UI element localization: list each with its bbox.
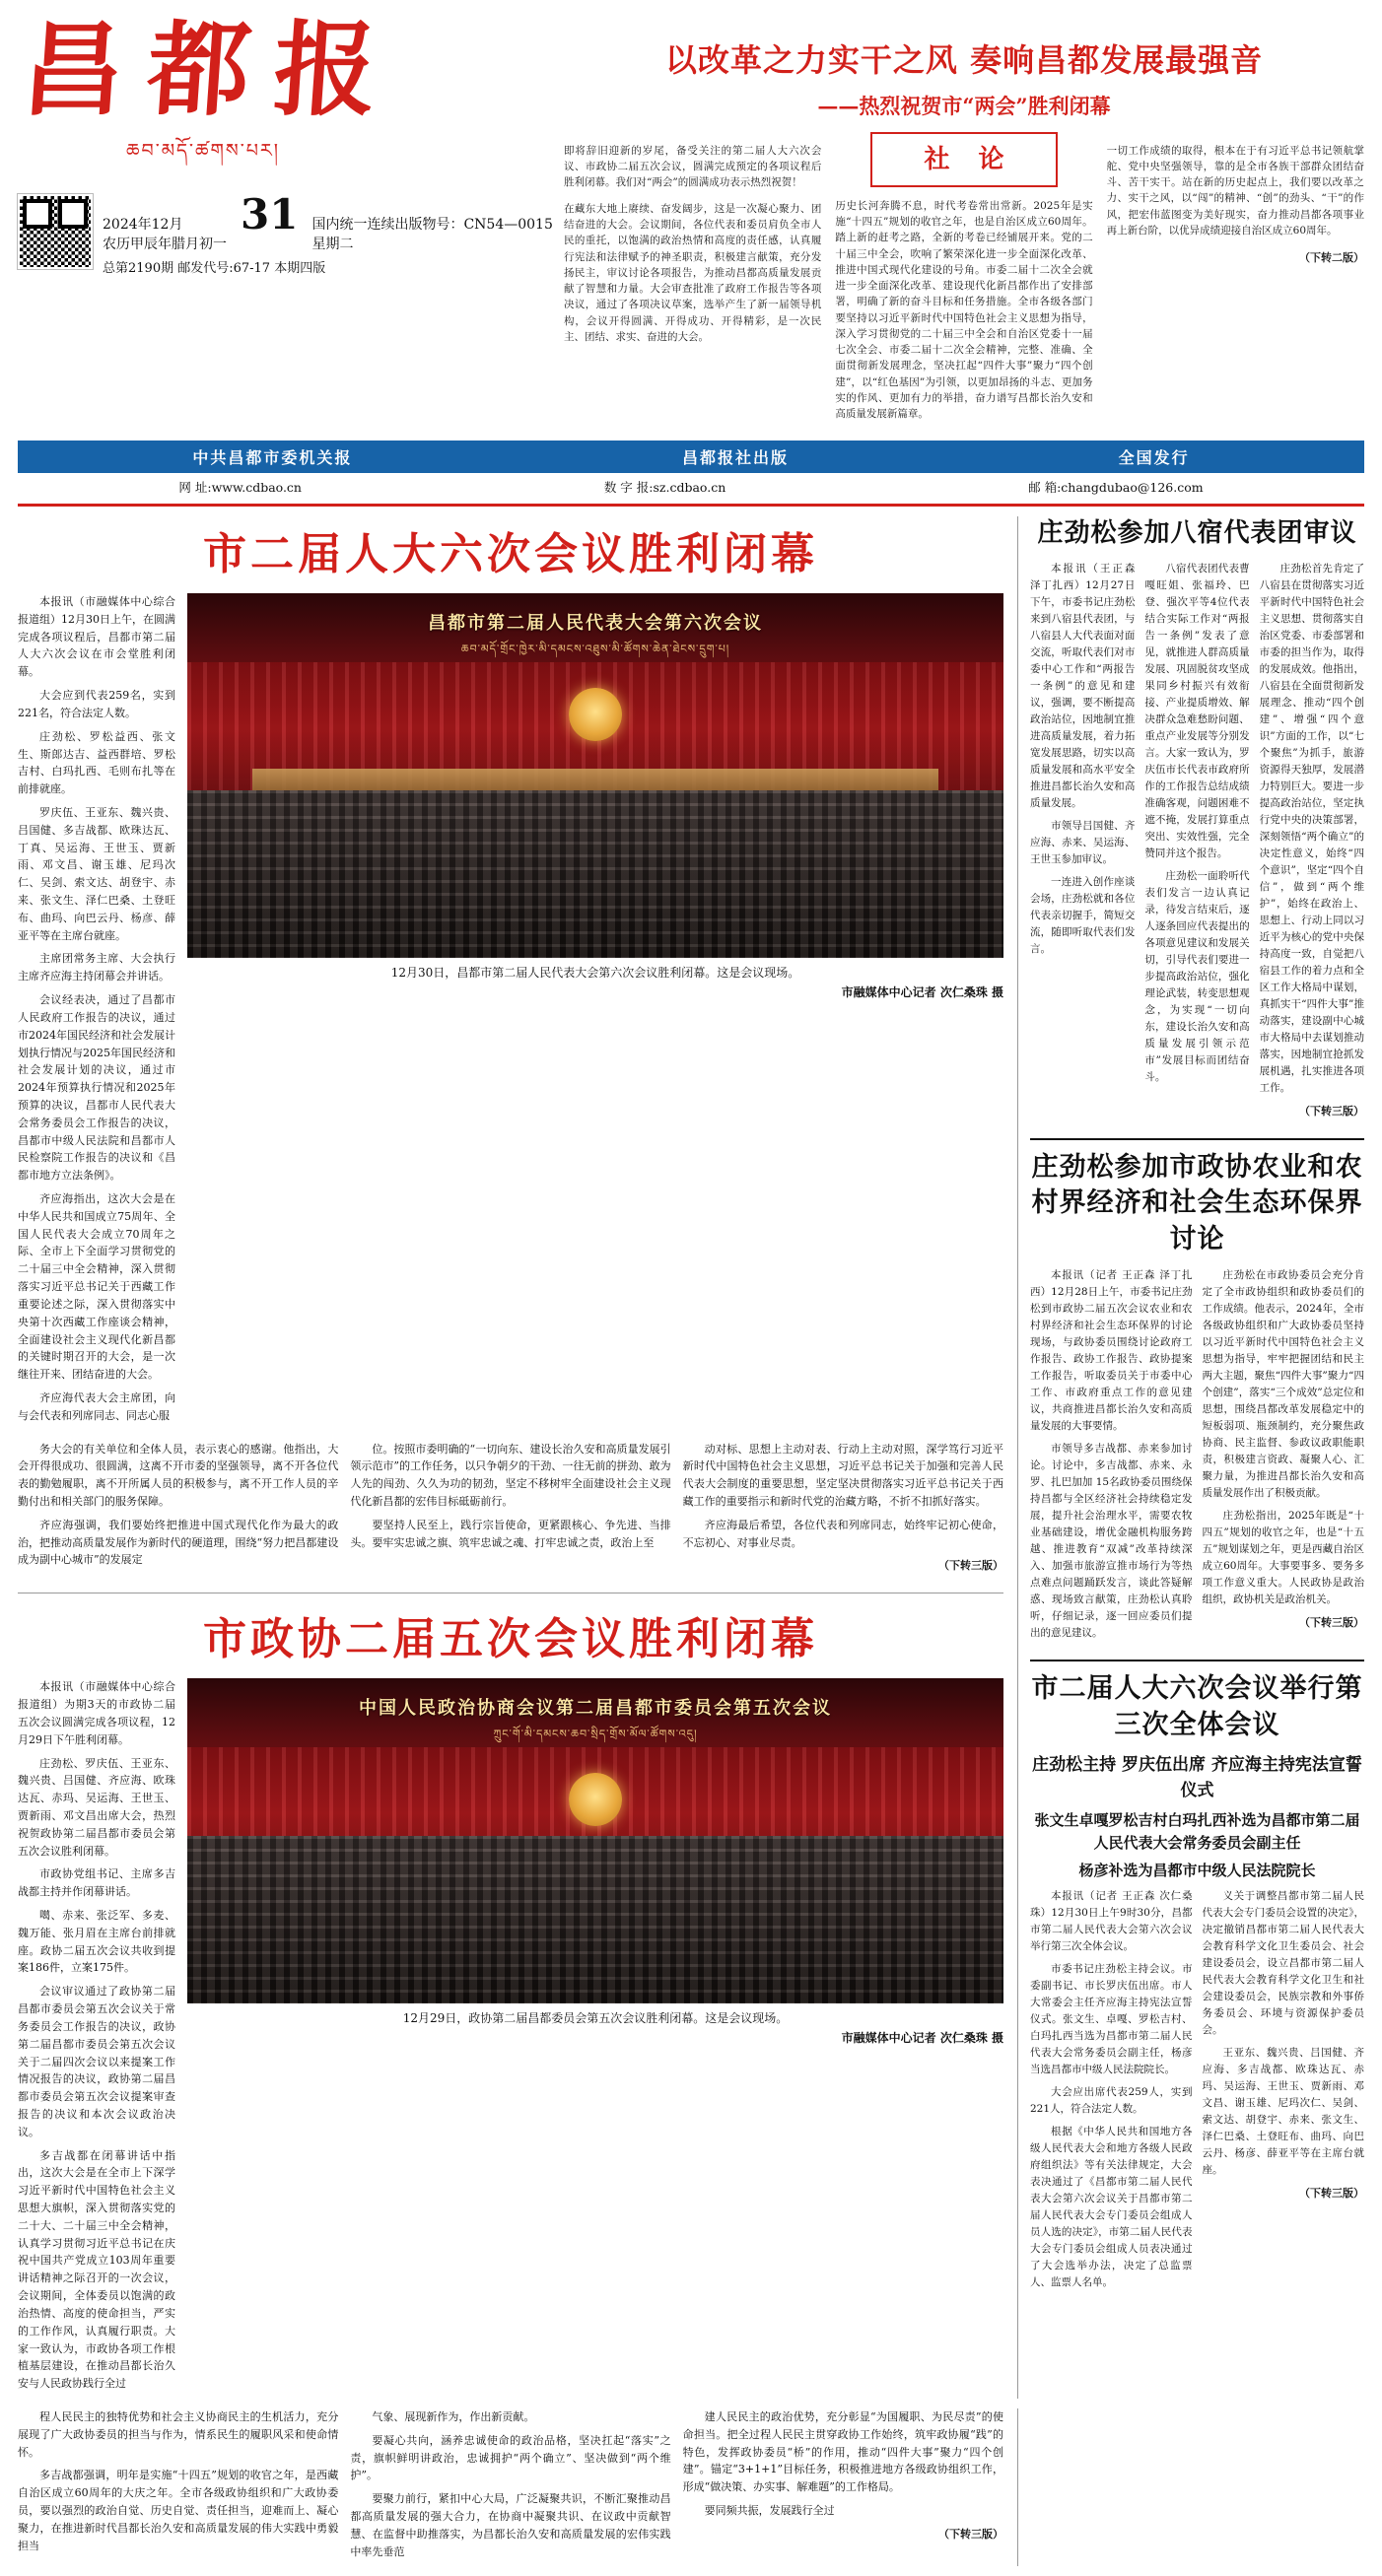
paragraph: 齐应海最后希望，各位代表和列席同志，始终牢记初心使命，不忘初心、对事业尽责。 [682,1518,1003,1549]
paragraph: 义关于调整昌都市第二届人民代表大会专门委员会设置的决定》，决定撤销昌都市第二届人民代表大会教育科学文化卫生委员会、社会建设委员会，设立昌都市第二届人民代表大会教育科学文化卫生和社会建设委员会，民族宗教和外事侨务委员会、环境与资源保护委员会。 [1202,1889,1364,2036]
article-third-plenary [1030,1671,1364,2296]
article1-headline: 市二届人大六次会议胜利闭幕 [203,529,818,580]
right-article3-col1 [1030,1888,1193,2297]
article1-continued [18,1441,1003,1582]
editorial-badge: 社 论 [870,132,1058,187]
lunar-date: 农历甲辰年腊月初一 [103,237,227,253]
article1-col3 [350,1441,670,1582]
conference-photo-npc [187,593,1003,958]
article-cppcc-closing [18,1603,1003,2399]
paragraph: 齐应海指出，这次大会是在中华人民共和国成立75周年、全国人民代表大会成立70周年之际、全市上下全面学习贯彻党的二十届三中全会精神，深入贯彻落实习近平总书记关于西藏工作重要论述之际，深入贯彻落实中央第十次西藏工作座谈会精神，全面建设社会主义现代化新昌都的关键时期召开的大会，是一次继往开来、团结奋进的大会。 [18,1192,175,1382]
paragraph: 务大会的有关单位和全体人员，表示衷心的感谢。他指出，大会开得很成功、很圆满，这离不开市委的坚强领导，离不开各位代表的勤勉履职，离不开所属人员的积极参与，离不开工作人员的辛勤付出和相关部门的服务保障。 [18,1442,339,1509]
right-article1-col1 [1030,561,1135,1126]
paragraph: 大会应到代表259名，实到221名，符合法定人数。 [18,689,175,719]
right-article3-subhead-3: 杨彦补选为昌都市中级人民法院院长 [1078,1862,1316,1880]
article2-headline: 市政协二届五次会议胜利闭幕 [203,1614,818,1665]
publisher-bar [18,441,1364,473]
masthead-info-row [18,190,553,277]
paragraph: 噶、赤来、张泛军、多麦、魏万能、张月眉在主席台前排就座。政协二届五次会议共收到提案186件，立案175件。 [18,1909,175,1975]
article2-photo-credit: 市融媒体中心记者 次仁桑珠 摄 [841,2031,1003,2046]
paragraph: 要凝心共向，涵养忠诚使命的政治品格，坚决扛起“落实”之责，旗帜鲜明讲政治，忠诚拥护“两个确立”、坚决做到“两个维护”。 [350,2433,671,2482]
paragraph: 市委书记庄劲松主持会议。市委副书记、市长罗庆伍出席。市人大常委会主任齐应海主持宪法宣誓仪式。张文生、卓嘎、罗松吉村、白玛扎西当选为昌都市第二届人民代表大会常务委员会副主任，杨彦当选昌都市中级人民法院院长。 [1030,1962,1193,2075]
divider [1030,1660,1364,1661]
article1-col1 [18,593,175,1431]
continued-note: （下转三版） [937,1559,1003,1573]
paragraph: 齐应海代表大会主席团，向与会代表和列席同志、同志心服 [18,1390,175,1422]
paragraph: 多吉战都强调，明年是实施“十四五”规划的收官之年，是西藏自治区成立60周年的大庆之年。全市各级政协组织和广大政协委员，要以强烈的政治自觉、历史自觉、责任担当，迎难而上、凝心聚力，在推进新时代昌都长治久安和高质量发展的伟大实践中勇毅担当 [18,2469,339,2552]
editorial-para: 一切工作成绩的取得，根本在于有习近平总书记领航掌舵、党中央坚强领导，靠的是全市各族干部群众团结奋斗、苦干实干。站在新的历史起点上，我们要以改革之力、实干之风，以“闯”的精神、“创”的劲头、“干”的作风，把宏伟蓝图变为美好现实，奋力推动昌都各项事业再上新台阶，以优异成绩迎接自治区成立60周年。 [1106,144,1364,237]
masthead-right [560,14,1364,433]
conference-photo-cppcc [187,1678,1003,2003]
editorial-para: 在藏东大地上赓续、奋发阔步，这是一次凝心聚力、团结奋进的大会。会议期间，各位代表和委员肩负全市人民的重托，以饱满的政治热情和高度的责任感，认真履行宪法和法律赋予的神圣职责，积极建言献策，充分发扬民主，审议讨论各项报告，为推动昌都高质量发展贡献了智慧和力量。大会审查批准了政府工作报告等各项决议，通过了各项决议草案，选举产生了新一届领导机构，会议开得圆满、开得成功、开得精彩，是一次民主、团结、求实、奋进的大会。 [564,202,822,343]
paragraph: 会议审议通过了政协第二届昌都市委员会第五次会议关于常务委员会工作报告的决议，政协第二届昌都市委员会第五次会议关于二届四次会议以来提案工作情况报告的决议，政协第二届昌都市委员会第五次会议提案审查报告的决议和本次会议政治决议。 [18,1985,175,2138]
continued-note: （下转三版） [1299,2186,1364,2200]
paragraph: 庄劲松、罗庆伍、王亚东、魏兴贵、吕国健、齐应海、欧珠达瓦、赤玛、吴运海、王世玉、贾新雨、邓文昌出席大会，热烈祝贺政协第二届昌都市委员会第五次会议胜利闭幕。 [18,1756,175,1858]
paragraph: 要坚持人民至上，践行宗旨使命，更紧跟核心、争先进、当排头。要牢实忠诚之旗、筑牢忠诚之魂、打牢忠诚之责，政治上至 [350,1518,671,1549]
paragraph: 庄劲松一面聆听代表们发言一边认真记录，待发言结束后，逐人逐条回应代表提出的各项意见建议和发展关切，引导代表们要进一步提高政治站位，强化理论武装，转变思想观念，为实现“一切向东，建设长治久安和高质量发展引领示范市”发展目标而团结奋斗。 [1144,870,1250,1084]
article2-col3 [350,2408,670,2567]
paragraph: 齐应海强调，我们要始终把推进中国式现代化作为最大的政治，把推动高质量发展作为新时代的硬道理，围绕“努力把昌都建设成为副中心城市”的发展定 [18,1518,339,1567]
top-banner-headline: 以改革之力实干之风 奏响昌都发展最强音 [664,41,1264,79]
paragraph: 本报讯（王正森 泽丁扎西）12月27日下午，市委书记庄劲松来到八宿县代表团，与八宿县人大代表面对面交流，听取代表们对市委中心工作和“两报告一条例”的意见和建议，强调，要不断提高政治站位，因地制宜推进高质量发展，着力拓宽发展思路，切实以高质量发展和高水平安全推进昌都长治久安和高质量发展。 [1030,563,1136,810]
editorial-para: 即将辞旧迎新的岁尾，备受关注的第二届人大六次会议、市政协二届五次会议，圆满完成预定的各项议程后胜利闭幕。我们对“两会”的圆满成功表示热烈祝贺！ [564,144,822,189]
paragraph: 庄劲松、罗松益西、张文生、斯郎达吉、益西群培、罗松吉村、白玛扎西、毛则布扎等在前排就座。 [18,729,175,796]
article2-continued [18,2408,1003,2567]
article1-photo-caption: 12月30日，昌都市第二届人民代表大会第六次会议胜利闭幕。这是会议现场。 [390,966,800,981]
right-column [1017,516,1364,2399]
distribution-scope: 全国发行 [1118,448,1190,468]
divider [1030,1138,1364,1140]
paragraph: 要聚力前行，紧扣中心大局，广泛凝聚共识，不断汇聚推动昌都高质量发展的强大合力，在协商中凝聚共识、在议政中贡献智慧、在监督中助推落实，为昌都长治久安和高质量发展的宏伟实践中率先垂范 [350,2492,671,2558]
left-column [18,516,1003,2399]
paragraph: 根据《中华人民共和国地方各级人民代表大会和地方各级人民政府组织法》等有关法律规定，大会表决通过了《昌都市第二届人民代表大会第六次会议关于昌都市第二届人民代表大会专门委员会组成人员人选的决定》，市第二届人民代表大会专门委员会组成人员表决通过了大会选举办法，决定了总监票人、监票人名单。 [1030,2125,1193,2288]
paragraph: 建人民民主的政治优势，充分彰显“为国履职、为民尽责”的使命担当。把全过程人民民主贯穿政协工作始终，筑牢政协履“践”的特色，发挥政协委员“桥”的作用，推动“四件大事”聚力“四个创建”。锚定“3+1+1”目标任务，积极推进地方各级政协组织工作，形成“做决策、办实事、解难题”的工作格局。 [682,2409,1003,2494]
article-zhuang-baxoi [1030,516,1364,1126]
paragraph: 王亚东、魏兴贵、吕国健、齐应海、多吉战都、欧珠达瓦、赤玛、吴运海、王世玉、贾新雨、邓文昌、谢玉雄、尼玛次仁、吴剑、索文达、胡登宇、赤来、张文生、泽仁巴桑、土登旺布、曲玛、向巴云丹、杨彦、薛亚平等在主席台就座。 [1202,2046,1364,2176]
article-zhuang-cppcc-discussion [1030,1150,1364,1648]
paragraph: 一连进入创作座谈会场，庄劲松就和各位代表亲切握手，简短交流，随即听取代表们发言。 [1030,876,1136,956]
paragraph: 庄劲松在市政协委员会充分肯定了全市政协组织和政协委员们的工作成绩。他表示，2024年，全市各级政协组织和广大政协委员坚持以习近平新时代中国特色社会主义思想为指导，牢牢把握团结和民主两大主题，聚焦“四件大事”聚力“四个创建”，落实“三个成效”总定位和思想，围绕昌都改革发展稳定中的短板弱项、瓶颈制约，充分聚焦政协商、民主监督、参政议政职能职责，积极建言资政、凝聚人心、汇聚力量，为推进昌都长治久安和高质量发展作出了积极贡献。 [1202,1269,1364,1500]
paragraph: 动对标、思想上主动对表、行动上主动对照，深学笃行习近平新时代中国特色社会主义思想，习近平总书记关于加强和完善人民代表大会制度的重要思想，坚定坚决贯彻落实习近平总书记关于西藏工作的重要指示和新时代党的治藏方略，不折不扣抓好落实。 [682,1442,1003,1509]
article1-photo-block [187,593,1003,1431]
issue-number-line: 总第2190期 邮发代号:67-17 本期四版 [103,261,326,277]
issue-info [103,190,553,277]
right-article1-headline: 庄劲松参加八宿代表团审议 [1037,518,1357,549]
paragraph: 程人民民主的独特优势和社会主义协商民主的生机活力，充分展现了广大政协委员的担当与作为，情系民生的履职风采和使命情怀。 [18,2409,339,2459]
publish-date: 2024年12月 [103,217,183,234]
continued-note: （下转二版） [1298,251,1364,265]
paragraph: 罗庆伍、王亚东、魏兴贵、吕国健、多吉战都、欧珠达瓦、丁真、吴运海、王世玉、贾新雨、邓文昌、谢玉雄、尼玛次仁、吴剑、索文达、胡登宇、赤来、张文生、泽仁巴桑、土登旺布、曲玛、向巴云丹、杨彦、薛亚平等在主席台就座。 [18,805,175,942]
weekday: 星期二 [311,237,354,253]
article1-col2 [18,1441,338,1582]
audience-seating [187,790,1003,958]
paragraph: 市领导多吉战都、赤来参加讨论。讨论中，多吉战都、赤来、永罗、扎巴加加 15名政协委员围绕保持昌都与全区经济社会持续稳定发展，提升社会治理水平，需要农牧业基础建设，增优金融机构服务跨越、推进教育“双减”改革持续深入、加强市旅游宣推市场行为等热点难点问题踊跃发言，谈此答疑解惑、现场致言献策，庄劲松认真聆听，仔细记录，逐一回应委员们提出的意见建议。 [1030,1443,1193,1640]
continued-note: （下转三版） [1299,1616,1364,1630]
paper-title: 昌都报 [17,9,405,130]
paragraph: 气象、展现新作为，作出新贡献。 [372,2409,535,2423]
continued-note: （下转三版） [937,2527,1003,2541]
photo-banner-text: 中国人民政治协商会议第二届昌都市委员会第五次会议 [358,1698,832,1720]
article1-photo-credit: 市融媒体中心记者 次仁桑珠 摄 [841,985,1003,1000]
website-link[interactable]: 网 址:www.cdbao.cn [178,480,302,496]
right-article1-col2 [1144,561,1249,1126]
photo-banner-tibetan: ཆབ་མདོ་གྲོང་ཁྱེར་མི་དམངས་འཐུས་མི་ཚོགས་ཆེན་ཐེངས་དྲུག་པ། [460,643,730,656]
contact-bar [18,473,1364,502]
right-article1-col3 [1260,561,1364,1126]
editorial-col-1 [564,132,821,433]
top-banner-subhead: ——热烈祝贺市“两会”胜利闭幕 [817,94,1111,118]
page-body [18,516,1364,2399]
paragraph: 市政协党组书记、主席多吉战都主持并作闭幕讲话。 [18,1867,175,1899]
qr-code-icon[interactable] [18,194,93,269]
right-article3-subhead-1: 庄劲松主持 罗庆伍出席 齐应海主持宪法宣誓仪式 [1032,1755,1362,1800]
paragraph: 本报讯（市融媒体中心综合报道组）12月30日上午，在圆满完成各项议程后，昌都市第二届人大六次会议在市会堂胜利闭幕。 [18,595,175,679]
paragraph: 会议经表决，通过了昌都市人民政府工作报告的决议，通过市2024年国民经济和社会发展计划执行情况与2025年国民经济和社会发展计划的决议，通过市2024年预算执行情况和2025年预算的决议，昌都市人民代表大会常务委员会工作报告的决议，昌都市中级人民法院和昌都市人民检察院工作报告的决议和《昌都市地方立法条例》。 [18,993,175,1183]
article1-col4 [683,1441,1003,1582]
paper-title-tibetan: ཆབ་མདོ་ཚགས་པར། [126,140,280,163]
paragraph: 庄劲松首先肯定了八宿县在贯彻落实习近平新时代中国特色社会主义思想、贯彻落实自治区党委、市委部署和市委的担当作为，取得的发展成效。他指出，八宿县在全面贯彻新发展理念、推动“四个创建”、增强“四个意识”方面的工作，以“七个聚焦”为抓手，旅游资源得天独厚，发展潜力特别巨大。要进一步提高政治站位，坚定执行党中央的决策部署，深刻领悟“两个确立”的决定性意义，始终“四个意识”，坚定“四个自信”，做到“两个维护”，始终在政治上、思想上、行动上同以习近平为核心的党中央保持高度一致，自觉把八宿县工作的着力点和全区工作大格局中谋划，真抓实干“四件大事”推动落实，建设副中心城市大格局中去谋划推动落实，因地制宜抢抓发展机遇，扎实推进各项工作。 [1259,563,1364,1095]
editorial-para: 历史长河奔腾不息，时代考卷常出常新。2025年是实施“十四五”规划的收官之年，也是自治区成立60周年。踏上新的赶考之路，全新的考卷已经铺展开来。党的二十届三中全会，吹响了繁荣深化进一步全面深化改革、推进中国式现代化建设的号角。市委二届十二次全会就进一步全面深化改革、建设现代化新昌都作出了安排部署，明确了新的奋斗目标和任务措施。全市各级各部门要坚持以习近平新时代中国特色社会主义思想为指导，深入学习贯彻党的二十届三中全会和自治区党委十一届七次全会、市委二届十二次全会精神，完整、准确、全面贯彻新发展理念，坚决扛起“四件大事”聚力“四个创建”，以“红色基因”为引领，以更加昂扬的斗志、更加务实的作风、更加有力的举措，奋力谱写昌都长治久安和高质量发展新篇章。 [835,199,1093,421]
publisher-name: 中共昌都市委机关报 [192,448,353,468]
right-article3-headline: 市二届人大六次会议举行第三次全体会议 [1031,1673,1363,1740]
paragraph: 庄劲松指出，2025年既是“十四五”规划的收官之年，也是“十五五”规划谋划之年，更是西藏自治区成立60周年。大事要事多、要务多项工作意义重大。人民政协是政治组织，政协机关是政治机关。 [1202,1510,1364,1606]
editorial-col-3 [1107,132,1364,433]
issn-line: 国内统一连续出版物号：CN54—0015 [311,217,553,234]
paragraph: 要同频共振，发展践行全过 [704,2504,835,2518]
article2-col2 [18,2408,338,2567]
continued-note: （下转三版） [1298,1105,1364,1119]
email-link[interactable]: 邮 箱:changdubao@126.com [1028,480,1204,496]
masthead-left [17,9,553,277]
bottom-right-spacer [1017,2408,1364,2567]
article-npc-closing [18,518,1003,1581]
article2-photo-caption: 12月29日，政协第二届昌都委员会第五次会议胜利闭幕。这是会议现场。 [402,2011,789,2026]
right-article3-col2 [1203,1888,1365,2297]
paragraph: 大会应出席代表259人，实到221人，符合法定人数。 [1030,2085,1193,2115]
editorial-block [564,132,1364,433]
article2-photo-block [187,1678,1003,2399]
paragraph: 八宿代表团代表曹嘎旺姐、张福玲、巴登、强次平等4位代表结合实际工作对“两报告一条例”发表了意见，就推进人群高质量发展、巩固脱贫攻坚成果同乡村振兴有效衔接、产业提质增效、解决群众急难愁盼问题、重点产业发展等分别发言。大家一致认为，罗庆伍市长代表市政府所作的工作报告总结成绩准确客观，问题困难不遮不掩，发展打算重点突出、实效性强，完全赞同并这个报告。 [1144,563,1250,860]
editorial-col-2 [835,132,1092,433]
paragraph: 本报讯（记者 王正森 泽丁扎西）12月28日上午，市委书记庄劲松到市政协二届五次会议农业和农村界经济和社会生态环保界的讨论现场，与政协委员围绕讨论政府工作报告、政协工作报告、政协提案工作报告，听取委员关于市委中心工作、市政府重点工作的意见建议，共商推进昌都长治久安和高质量发展的大事要情。 [1030,1269,1193,1433]
masthead [17,9,1364,433]
divider-red [18,504,1364,507]
article2-col4 [683,2408,1003,2567]
photo-banner-tibetan: ཀྲུང་གོ་མི་དམངས་ཆབ་སྲིད་གྲོས་མོལ་ཚོགས་འདུ། [493,1728,698,1741]
right-article2-col2 [1203,1267,1365,1648]
paragraph: 本报讯（记者 王正森 次仁桑珠）12月30日上午9时30分，昌都市第二届人民代表大会第六次会议举行第三次全体会议。 [1030,1889,1193,1952]
paragraph: 位。按照市委明确的“一切向东、建设长治久安和高质量发展引领示范市”的工作任务，以只争朝夕的干劲、一往无前的拼劲、敢为人先的闯劲、久久为功的韧劲，坚定不移树牢全面建设社会主义现代化新昌都的宏伟目标砥砺前行。 [350,1442,671,1509]
paragraph: 本报讯（市融媒体中心综合报道组）为期3天的市政协二届五次会议圆满完成各项议程，12月29日下午胜利闭幕。 [18,1680,175,1746]
right-article2-headline: 庄劲松参加市政协农业和农村界经济和社会生态环保界讨论 [1031,1151,1363,1254]
paragraph: 主席团常务主席、大会执行主席齐应海主持闭幕会并讲话。 [18,952,175,983]
right-article3-subhead-2: 张文生卓嘎罗松吉村白玛扎西补选为昌都市第二届人民代表大会常务委员会副主任 [1034,1811,1360,1852]
national-emblem-icon [569,688,622,741]
bottom-continuation-row [18,2408,1364,2567]
article2-col1 [18,1678,175,2399]
cppcc-emblem-icon [569,1773,622,1826]
day-number: 31 [241,190,299,239]
photo-banner-text: 昌都市第二届人民代表大会第六次会议 [427,613,763,635]
publisher-house: 昌都报社出版 [681,448,789,468]
digital-paper-link[interactable]: 数 字 报:sz.cdbao.cn [603,480,726,496]
paragraph: 多吉战都在闭幕讲话中指出，这次大会是在全市上下深学习近平新时代中国特色社会主义思想大旗帜，深入贯彻落实党的二十大、二十届三中全会精神，认真学习贯彻习近平总书记在庆祝中国共产党成立103周年重要讲话精神之际召开的一次会议，会议期间，全体委员以饱满的政治热情、高度的使命担当，严实的工作作风，认真履行职责。大家一致认为，市政协各项工作根植基层建设，在推动昌都长治久安与人民政协践行全过 [18,2148,175,2391]
right-article2-col1 [1030,1267,1193,1648]
audience-seating [187,1836,1003,2003]
paragraph: 市领导吕国健、齐应海、赤来、吴运海、王世玉参加审议。 [1030,820,1136,866]
